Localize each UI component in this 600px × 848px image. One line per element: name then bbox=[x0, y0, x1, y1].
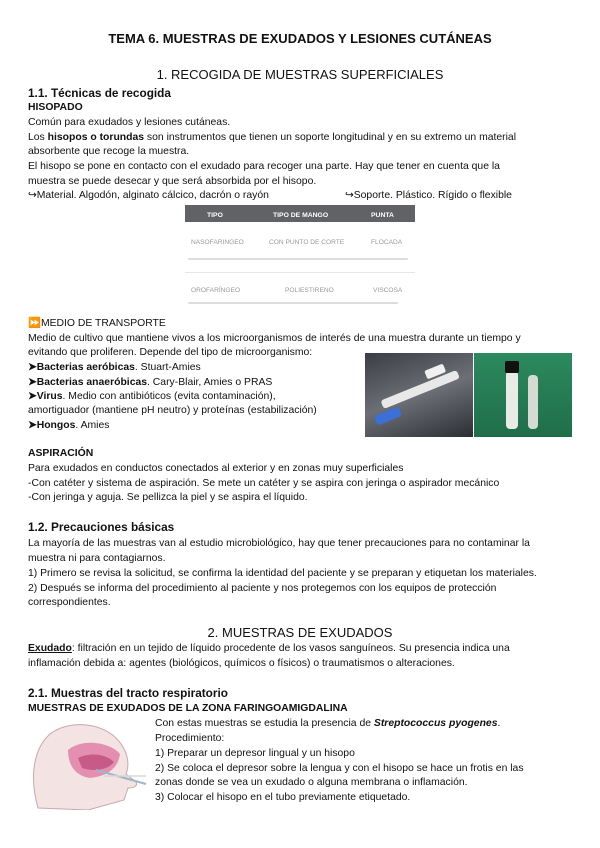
subsection-2-1-heading: 2.1. Muestras del tracto respiratorio bbox=[28, 686, 228, 700]
list-item: ➤Hongos. Amies bbox=[28, 420, 110, 431]
text-line: Los hisopos o torundas son instrumentos que tienen un soporte longitudinal y en su extremo un material bbox=[28, 132, 517, 143]
text-line: muestra ni para contagiarnos. bbox=[28, 553, 166, 564]
text-line: ↪Material. Algodón, alginato cálcico, dacrón o rayón bbox=[28, 190, 269, 201]
text-line: 2) Se coloca el depresor sobre la lengua y con el hisopo se hace un frotis en las bbox=[155, 763, 524, 774]
table-cell: FLOCADA bbox=[371, 239, 403, 246]
text-line: zonas donde se vea un exudado o alguna membrana o inflamación. bbox=[155, 777, 468, 788]
hisopado-heading: HISOPADO bbox=[28, 102, 83, 113]
text-line: La mayoría de las muestras van al estudio microbiológico, hay que tener precauciones para no contaminar la bbox=[28, 538, 530, 549]
table-cell: VISCOSA bbox=[373, 287, 403, 294]
text-line: El hisopo se pone en contacto con el exudado para recoger una parte. Hay que tener en cuenta que la bbox=[28, 161, 500, 172]
section-2-heading: 2. MUESTRAS DE EXUDADOS bbox=[207, 625, 393, 640]
text-line: ↪Soporte. Plástico. Rígido o flexible bbox=[345, 190, 512, 201]
text-line: inflamación debida a: agentes (biológicos, químicos o físicos) o traumatismos o alteraciones. bbox=[28, 658, 455, 669]
text-line: muestra se puede desecar y que será absorbida por el hisopo. bbox=[28, 176, 317, 187]
table-header-cell: TIPO DE MANGO bbox=[273, 212, 329, 219]
text-line: evitando que proliferen. Depende del tipo de microorganismo: bbox=[28, 347, 313, 358]
text-line: Exudado: filtración en un tejido de líquido procedente de los vasos sanguíneos. Su presencia indica una bbox=[28, 643, 510, 654]
text-line: Para exudados en conductos conectados al exterior y en zonas muy superficiales bbox=[28, 463, 404, 474]
transport-swab-photo bbox=[365, 353, 473, 437]
text-line: -Con jeringa y aguja. Se pellizca la piel y se aspira el líquido. bbox=[28, 492, 308, 503]
document-title: TEMA 6. MUESTRAS DE EXUDADOS Y LESIONES CUTÁNEAS bbox=[108, 31, 492, 46]
table-header-cell: TIPO bbox=[207, 212, 223, 219]
subsection-1-2-heading: 1.2. Precauciones básicas bbox=[28, 520, 175, 534]
list-item: ➤Bacterias aeróbicas. Stuart-Amies bbox=[28, 362, 201, 373]
table-header-cell: PUNTA bbox=[371, 212, 394, 219]
text-line: Con estas muestras se estudia la presencia de Streptococcus pyogenes. bbox=[155, 718, 501, 729]
text-line: correspondientes. bbox=[28, 597, 111, 608]
transport-tube-photo bbox=[474, 353, 572, 437]
swab-image bbox=[188, 302, 398, 304]
swab-table-header bbox=[185, 205, 415, 222]
text-line: 3) Colocar el hisopo en el tubo previamente etiquetado. bbox=[155, 792, 411, 803]
throat-illustration bbox=[28, 720, 148, 810]
text-line: 1) Preparar un depresor lingual y un hisopo bbox=[155, 748, 355, 759]
text-line: Procedimiento: bbox=[155, 733, 225, 744]
subsection-1-1-heading: 1.1. Técnicas de recogida bbox=[28, 86, 171, 100]
text-line: Común para exudados y lesiones cutáneas. bbox=[28, 117, 231, 128]
text-line: 1) Primero se revisa la solicitud, se confirma la identidad del paciente y se preparan y etiquetan los materiales. bbox=[28, 568, 537, 579]
table-cell: NASOFARINGEO bbox=[191, 239, 244, 246]
swab-image bbox=[188, 258, 408, 260]
zona-heading: MUESTRAS DE EXUDADOS DE LA ZONA FARINGOAMIGDALINA bbox=[28, 703, 348, 714]
text-line: absorbente que recoge la muestra. bbox=[28, 146, 190, 157]
aspiracion-heading: ASPIRACIÓN bbox=[28, 448, 94, 459]
transport-heading: ⏩MEDIO DE TRANSPORTE bbox=[28, 318, 166, 329]
text-line: -Con catéter y sistema de aspiración. Se mete un catéter y se aspira con jeringa o aspirador mecánico bbox=[28, 478, 500, 489]
text-line: Medio de cultivo que mantiene vivos a los microorganismos de interés de una muestra durante un tiempo y bbox=[28, 333, 521, 344]
text-line: amortiguador (mantiene pH neutro) y proteínas (estabilización) bbox=[28, 405, 317, 416]
section-1-heading: 1. RECOGIDA DE MUESTRAS SUPERFICIALES bbox=[156, 67, 444, 82]
list-item: ➤Virus. Medio con antibióticos (evita contaminación), bbox=[28, 391, 276, 402]
table-cell: CON PUNTO DE CORTE bbox=[269, 239, 345, 246]
table-divider bbox=[185, 272, 415, 273]
table-cell: POLIESTIRENO bbox=[285, 287, 334, 294]
text-line: 2) Después se informa del procedimiento al paciente y nos protegemos con los equipos de protección bbox=[28, 583, 497, 594]
table-cell: OROFARÍNGEO bbox=[191, 287, 241, 294]
list-item: ➤Bacterias anaeróbicas. Cary-Blair, Amies o PRAS bbox=[28, 377, 273, 388]
